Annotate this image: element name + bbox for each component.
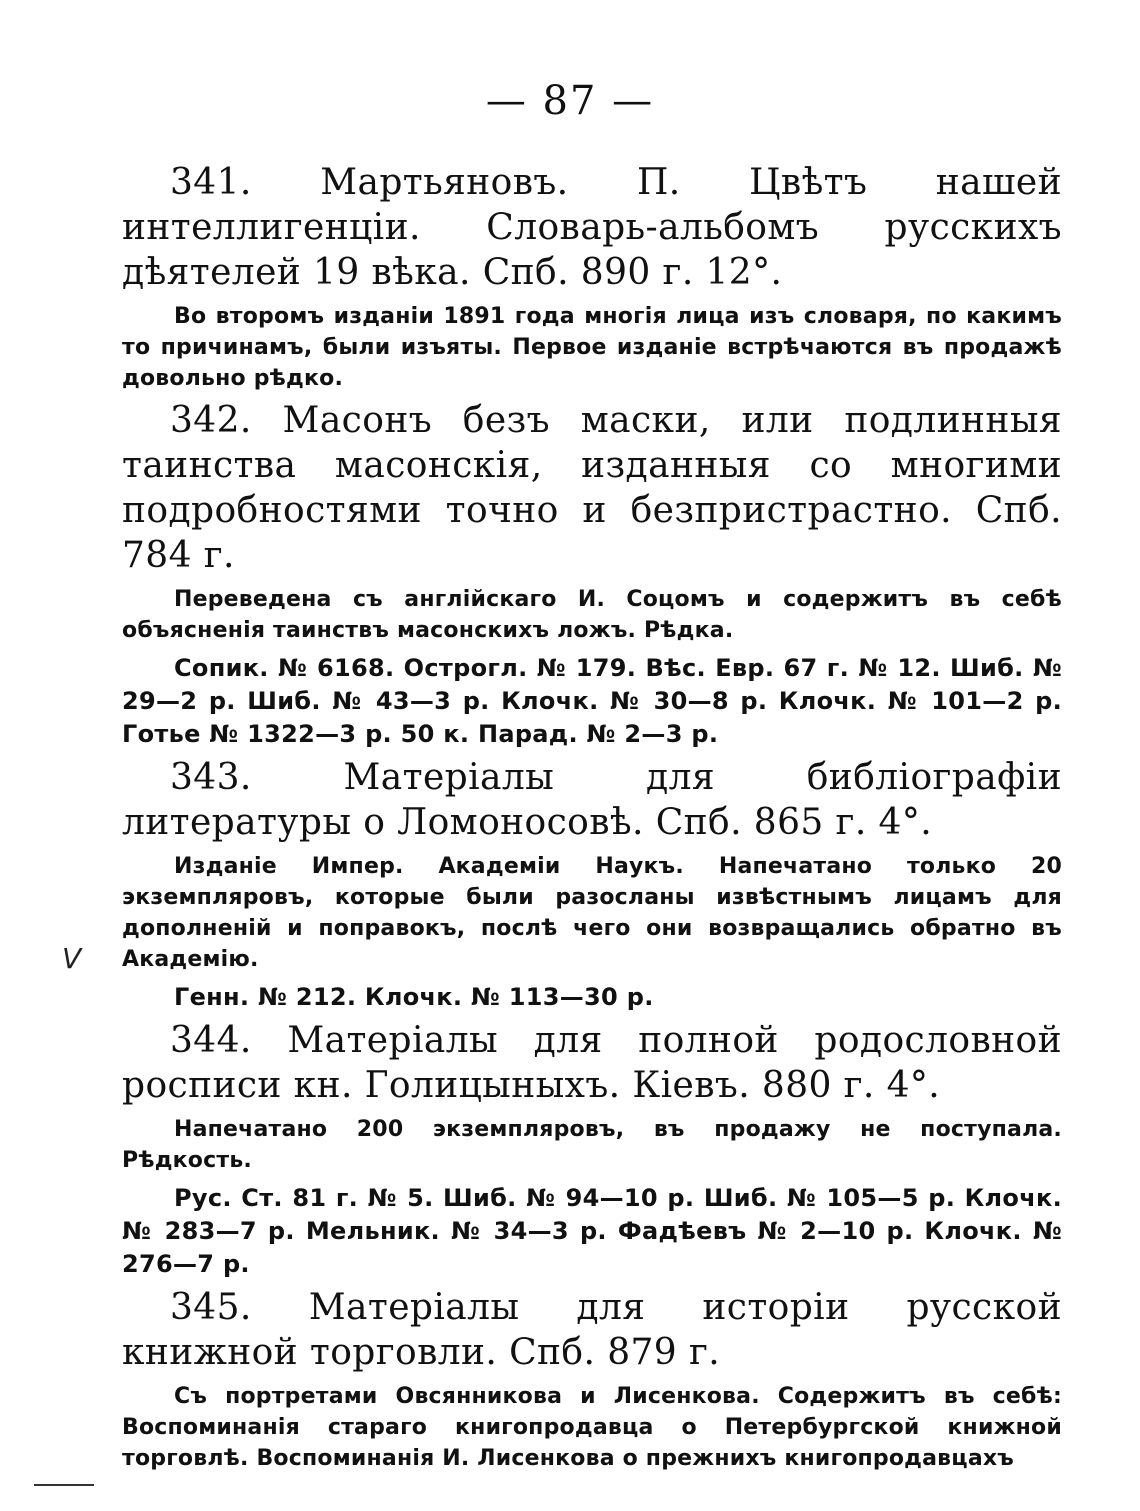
entry-note: Изданіе Импер. Академіи Наукъ. Напечатано только 20 экземпляровъ, которые были разосланы извѣстнымъ лицамъ для дополненій и поправокъ, послѣ чего они возвращались обратно въ Академію.: [122, 854, 1062, 972]
catalog-entry-344: [122, 1018, 1062, 1281]
entry-title: 345. Матеріалы для исторіи русской книжной торговли. Спб. 879 г.: [122, 1287, 1062, 1373]
entry-references: Рус. Ст. 81 г. № 5. Шиб. № 94—10 р. Шиб. № 105—5 р. Клочк. № 283—7 р. Мельник. № 34—3 р. Фадѣевъ № 2—10 р. Клочк. № 276—7 р.: [122, 1184, 1062, 1278]
entry-note: Съ портретами Овсянникова и Лисенкова. Содержитъ въ себѣ: Воспоминанія стараго книгопродавца о Петербургской книжной торговлѣ. Воспоминанія И. Лисенкова о прежнихъ книгопродавцахъ: [122, 1384, 1062, 1471]
margin-check-mark: V: [62, 942, 82, 975]
entry-note: Во второмъ изданіи 1891 года многія лица изъ словаря, по какимъ то причинамъ, были изъяты. Первое изданіе встрѣчаются въ продажѣ довольно рѣдко.: [122, 304, 1062, 391]
catalog-entry-343: [122, 755, 1062, 1014]
entry-title: 341. Мартьяновъ. П. Цвѣтъ нашей интеллигенціи. Словарь-альбомъ русскихъ дѣятелей 19 вѣка. Спб. 890 г. 12°.: [122, 162, 1062, 293]
catalog-entry-342: [122, 398, 1062, 751]
catalog-entry-341: [122, 160, 1062, 394]
entry-references: Сопик. № 6168. Острогл. № 179. Вѣс. Евр. 67 г. № 12. Шиб. № 29—2 р. Шиб. № 43—3 р. Клочк. № 30—8 р. Клочк. № 101—2 р. Готье № 1322—3 р. 50 к. Парад. № 2—3 р.: [122, 654, 1062, 748]
entry-title: 343. Матеріалы для библіографіи литературы о Ломоносовѣ. Спб. 865 г. 4°.: [122, 757, 1062, 843]
entry-note: Переведена съ англійскаго И. Соцомъ и содержитъ въ себѣ объясненія таинствъ масонскихъ ложъ. Рѣдка.: [122, 587, 1062, 643]
catalog-entries: [122, 160, 1062, 1478]
entry-title: 342. Масонъ безъ маски, или подлинныя таинства масонскія, изданныя со многими подробностями точно и безпристрастно. Спб. 784 г.: [122, 400, 1062, 576]
entry-note: Напечатано 200 экземпляровъ, въ продажу не поступала. Рѣдкость.: [122, 1117, 1062, 1173]
footer-rule: [34, 1484, 94, 1486]
catalog-entry-345: [122, 1285, 1062, 1474]
page-number: — 87 —: [485, 78, 655, 124]
entry-title: 344. Матеріалы для полной родословной росписи кн. Голицыныхъ. Кіевъ. 880 г. 4°.: [122, 1020, 1062, 1106]
entry-references: Генн. № 212. Клочк. № 113—30 р.: [174, 983, 654, 1011]
